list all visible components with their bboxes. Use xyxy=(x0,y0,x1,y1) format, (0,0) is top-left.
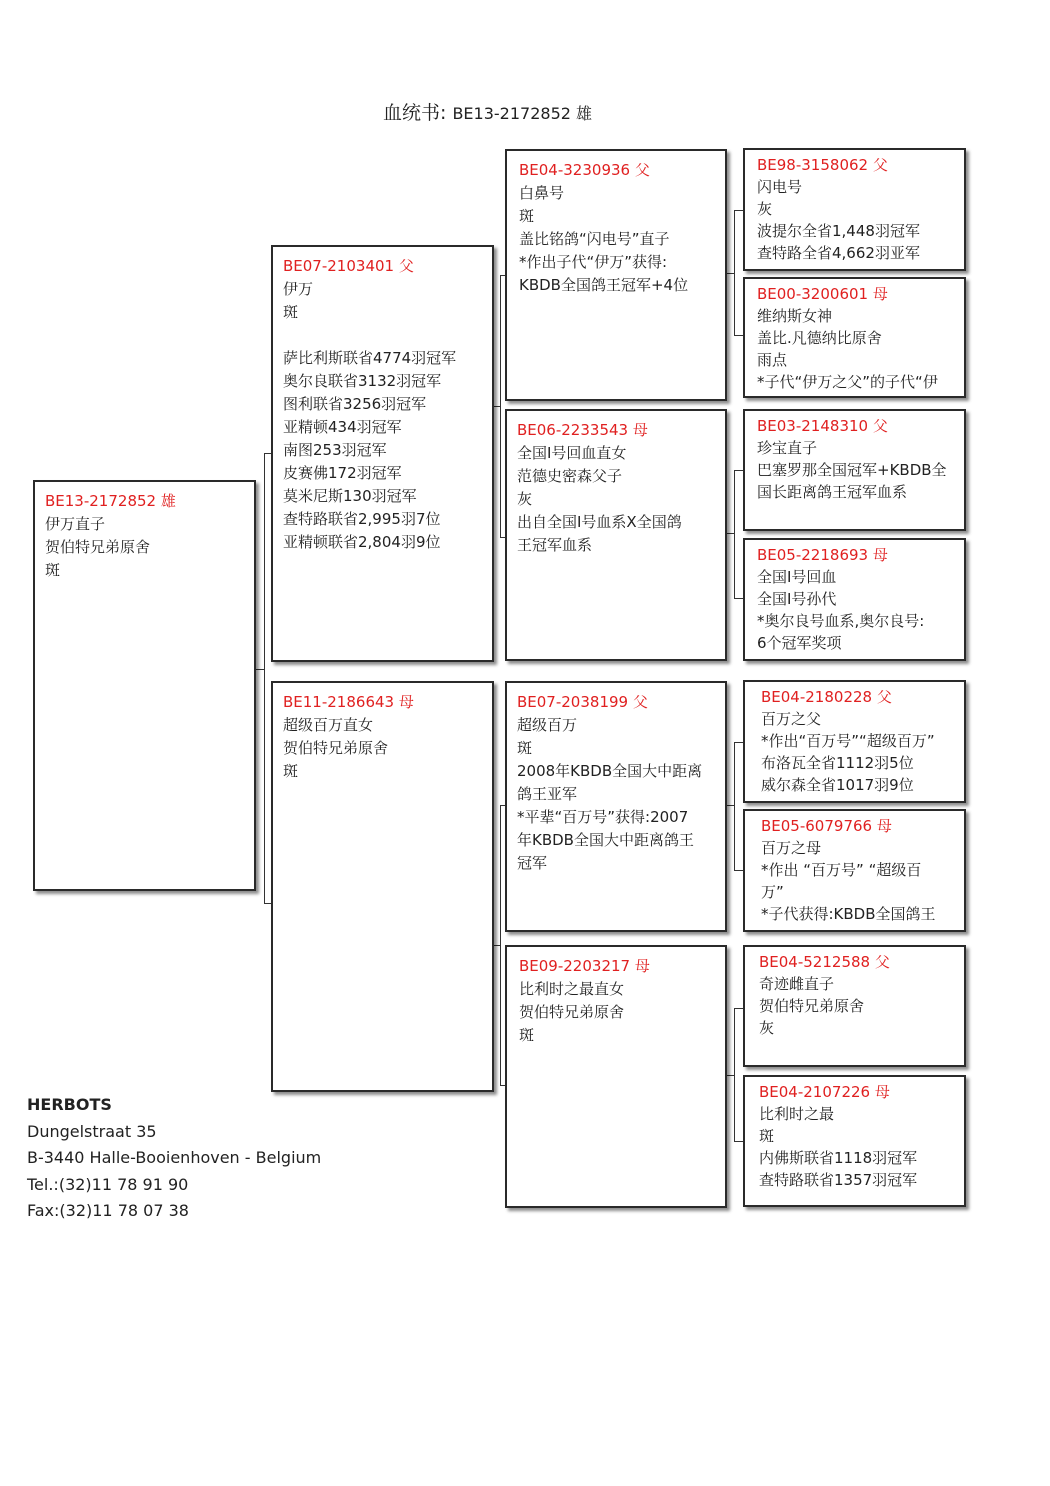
grandparent-line: KBDB全国鸽王冠军+4位 xyxy=(519,276,689,294)
sire-ring: BE07-2103401 父 xyxy=(283,257,414,275)
sire-line: 南图253羽冠军 xyxy=(283,441,387,459)
dam-line: 超级百万直女 xyxy=(283,716,374,734)
sire-line: 皮赛佛172羽冠军 xyxy=(283,464,402,482)
great-grandparent-card xyxy=(743,809,966,932)
connector xyxy=(734,742,735,870)
great-grandparent-line: 百万之父 xyxy=(761,710,822,728)
great-grandparent-line: 威尔森全省1017羽9位 xyxy=(761,776,914,794)
connector xyxy=(734,210,743,211)
great-grandparent-line: 奇迹雌直子 xyxy=(759,975,835,993)
great-grandparent-line: *子代获得:KBDB全国鸽王 xyxy=(761,905,936,923)
title-prefix: 血统书: xyxy=(383,102,447,124)
subject-ring: BE13-2172852 雄 xyxy=(45,492,176,510)
sire-card xyxy=(271,245,494,662)
great-grandparent-line: 内佛斯联省1118羽冠军 xyxy=(759,1149,918,1167)
dam-ring: BE11-2186643 母 xyxy=(283,693,414,711)
great-grandparent-ring: BE03-2148310 父 xyxy=(757,417,888,435)
connector xyxy=(727,805,734,806)
connector xyxy=(734,1008,735,1141)
great-grandparent-line: *作出“百万号”“超级百万” xyxy=(761,732,935,750)
grandparent-card xyxy=(505,409,727,661)
connector xyxy=(734,335,743,336)
grandparent-line: 斑 xyxy=(519,207,535,225)
breeder-city: B-3440 Halle-Booienhoven - Belgium xyxy=(27,1148,322,1167)
dam-line: 斑 xyxy=(283,762,299,780)
connector xyxy=(256,669,264,670)
great-grandparent-line: 全国I号回血 xyxy=(757,568,837,586)
great-grandparent-line: *作出 “百万号” “超级百 xyxy=(761,861,922,879)
dam-line: 贺伯特兄弟原舍 xyxy=(283,739,389,757)
connector xyxy=(734,470,735,598)
grandparent-line: 冠军 xyxy=(517,854,548,872)
great-grandparent-card xyxy=(743,945,966,1067)
grandparent-line: *作出子代“伊万”获得: xyxy=(519,253,668,271)
great-grandparent-line: *子代“伊万之父”的子代“伊 xyxy=(757,373,938,391)
great-grandparent-line: *奥尔良号血系,奥尔良号: xyxy=(757,612,925,630)
connector xyxy=(734,598,743,599)
grandparent-line: 王冠军血系 xyxy=(517,536,593,554)
grandparent-ring: BE04-3230936 父 xyxy=(519,161,650,179)
connector xyxy=(734,210,735,335)
grandparent-card xyxy=(505,681,727,932)
sire-line: 奥尔良联省3132羽冠军 xyxy=(283,372,442,390)
great-grandparent-line: 灰 xyxy=(759,1019,775,1037)
grandparent-line: 2008年KBDB全国大中距离 xyxy=(517,762,703,780)
connector xyxy=(727,273,734,274)
great-grandparent-card xyxy=(743,148,966,271)
grandparent-line: 比利时之最直女 xyxy=(519,980,625,998)
great-grandparent-line: 灰 xyxy=(757,200,773,218)
breeder-street: Dungelstraat 35 xyxy=(27,1121,157,1141)
great-grandparent-line: 比利时之最 xyxy=(759,1105,835,1123)
connector xyxy=(734,870,743,871)
great-grandparent-line: 查特路全省4,662羽亚军 xyxy=(757,244,920,262)
sire-line: 亚精顿联省2,804羽9位 xyxy=(283,533,441,551)
great-grandparent-card xyxy=(743,538,966,661)
grandparent-line: 贺伯特兄弟原舍 xyxy=(519,1003,625,1021)
great-grandparent-line: 盖比.凡德纳比原舍 xyxy=(757,329,882,347)
grandparent-line: *平辈“百万号”获得:2007 xyxy=(517,808,689,826)
great-grandparent-ring: BE04-5212588 父 xyxy=(759,953,890,971)
connector xyxy=(264,453,265,903)
connector xyxy=(734,470,743,471)
great-grandparent-line: 万” xyxy=(761,883,784,901)
subject-line: 伊万直子 xyxy=(45,515,106,533)
grandparent-line: 盖比铭鸽“闪电号”直子 xyxy=(519,230,670,248)
connector xyxy=(727,1075,734,1076)
subject-line: 斑 xyxy=(45,561,61,579)
great-grandparent-line: 雨点 xyxy=(757,351,788,369)
sire-line: 莫米尼斯130羽冠军 xyxy=(283,487,417,505)
page-title xyxy=(383,98,592,125)
connector xyxy=(734,742,743,743)
grandparent-line: 年KBDB全国大中距离鸽王 xyxy=(517,831,694,849)
great-grandparent-line: 查特路联省1357羽冠军 xyxy=(759,1171,918,1189)
great-grandparent-card xyxy=(743,409,966,531)
sire-line: 亚精顿434羽冠军 xyxy=(283,418,402,436)
grandparent-ring: BE09-2203217 母 xyxy=(519,957,650,975)
connector xyxy=(500,275,501,537)
sire-line-blank xyxy=(283,324,486,347)
grandparent-card xyxy=(505,945,727,1208)
subject-card xyxy=(33,480,256,891)
great-grandparent-line: 百万之母 xyxy=(761,839,822,857)
great-grandparent-card xyxy=(743,680,966,803)
great-grandparent-ring: BE05-6079766 母 xyxy=(761,817,892,835)
grandparent-ring: BE07-2038199 父 xyxy=(517,693,648,711)
grandparent-ring: BE06-2233543 母 xyxy=(517,421,648,439)
connector xyxy=(734,1141,743,1142)
great-grandparent-ring: BE00-3200601 母 xyxy=(757,285,888,303)
great-grandparent-line: 维纳斯女神 xyxy=(757,307,833,325)
connector xyxy=(500,805,501,1085)
breeder-fax: Fax:(32)11 78 07 38 xyxy=(27,1201,189,1220)
grandparent-line: 超级百万 xyxy=(517,716,578,734)
grandparent-line: 白鼻号 xyxy=(519,184,565,202)
grandparent-line: 全国I号回血直女 xyxy=(517,444,627,462)
grandparent-line: 灰 xyxy=(517,490,533,508)
sire-line: 斑 xyxy=(283,303,299,321)
great-grandparent-ring: BE04-2180228 父 xyxy=(761,688,892,706)
dam-card xyxy=(271,681,494,1092)
great-grandparent-line: 全国I号孙代 xyxy=(757,590,837,608)
great-grandparent-line: 波提尔全省1,448羽冠军 xyxy=(757,222,920,240)
sire-line: 查特路联省2,995羽7位 xyxy=(283,510,441,528)
grandparent-line: 斑 xyxy=(517,739,533,757)
great-grandparent-line: 贺伯特兄弟原舍 xyxy=(759,997,865,1015)
subject-line: 贺伯特兄弟原舍 xyxy=(45,538,151,556)
grandparent-line: 范德史密森父子 xyxy=(517,467,623,485)
sire-line: 图利联省3256羽冠军 xyxy=(283,395,427,413)
breeder-address xyxy=(27,1092,321,1225)
grandparent-line: 斑 xyxy=(519,1026,535,1044)
sire-line: 萨比利斯联省4774羽冠军 xyxy=(283,349,457,367)
great-grandparent-line: 巴塞罗那全国冠军+KBDB全 xyxy=(757,461,947,479)
great-grandparent-ring: BE98-3158062 父 xyxy=(757,156,888,174)
connector xyxy=(727,533,734,534)
great-grandparent-ring: BE04-2107226 母 xyxy=(759,1083,890,1101)
sire-line: 伊万 xyxy=(283,280,314,298)
great-grandparent-card xyxy=(743,1075,966,1207)
breeder-tel: Tel.:(32)11 78 91 90 xyxy=(27,1174,189,1194)
grandparent-line: 鸽王亚军 xyxy=(517,785,578,803)
great-grandparent-line: 斑 xyxy=(759,1127,775,1145)
great-grandparent-ring: BE05-2218693 母 xyxy=(757,546,888,564)
breeder-name: HERBOTS xyxy=(27,1095,112,1114)
grandparent-line: 出自全国I号血系X全国鸽 xyxy=(517,513,682,531)
great-grandparent-card xyxy=(743,277,966,398)
title-ring: BE13-2172852 雄 xyxy=(452,104,593,123)
great-grandparent-line: 6个冠军奖项 xyxy=(757,634,842,652)
great-grandparent-line: 布洛瓦全省1112羽5位 xyxy=(761,754,914,772)
connector xyxy=(734,1008,743,1009)
great-grandparent-line: 珍宝直子 xyxy=(757,439,818,457)
great-grandparent-line: 闪电号 xyxy=(757,178,803,196)
grandparent-card xyxy=(505,149,727,401)
great-grandparent-line: 国长距离鸽王冠军血系 xyxy=(757,483,908,501)
